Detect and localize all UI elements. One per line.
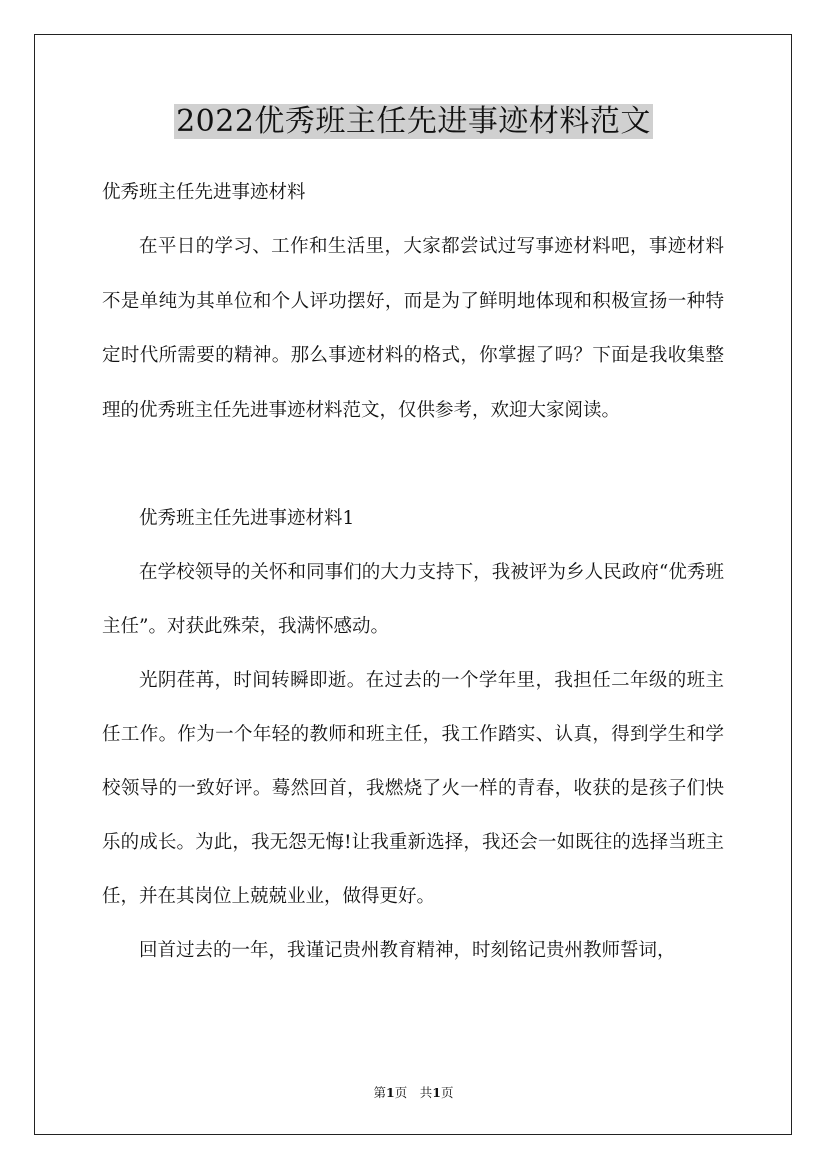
page-label-prefix: 第 [373,1085,387,1100]
page-footer [0,1085,827,1101]
body-paragraph: 在学校领导的关怀和同事们的大力支持下，我被评为乡人民政府“优秀班主任”。对获此殊荣，我满怀感动。 [102,562,724,637]
page-current-number: 1 [386,1085,395,1100]
body-paragraph: 回首过去的一年，我谨记贵州教育精神，时刻铭记贵州教师誓词， [139,940,676,961]
page-label-suffix: 页 [440,1085,454,1100]
document-body [102,166,724,978]
body-paragraph: 光阴荏苒，时间转瞬即逝。在过去的一个学年里，我担任二年级的班主任工作。作为一个年轻的教师和班主任，我工作踏实、认真，得到学生和学校领导的一致好评。蓦然回首，我燃烧了火一样的青春，收获的是孩子们快乐的成长。为此，我无怨无悔!让我重新选择，我还会一如既往的选择当班主任，并在其岗位上兢兢业业，做得更好。 [102,670,724,907]
document-title [0,100,827,144]
document-title-text: 2022优秀班主任先进事迹材料范文 [176,104,651,139]
document-subtitle: 优秀班主任先进事迹材料 [102,182,306,203]
page-total-number: 1 [432,1085,441,1100]
intro-paragraph: 在平日的学习、工作和生活里，大家都尝试过写事迹材料吧，事迹材料不是单纯为其单位和个人评功摆好，而是为了鲜明地体现和积极宣扬一种特定时代所需要的精神。那么事迹材料的格式，你掌握了吗？下面是我收集整理的优秀班主任先进事迹材料范文，仅供参考，欢迎大家阅读。 [102,236,724,421]
section-heading: 优秀班主任先进事迹材料1 [139,508,355,529]
page-label-mid: 页 共 [394,1085,433,1100]
paragraph-spacer [102,438,724,492]
